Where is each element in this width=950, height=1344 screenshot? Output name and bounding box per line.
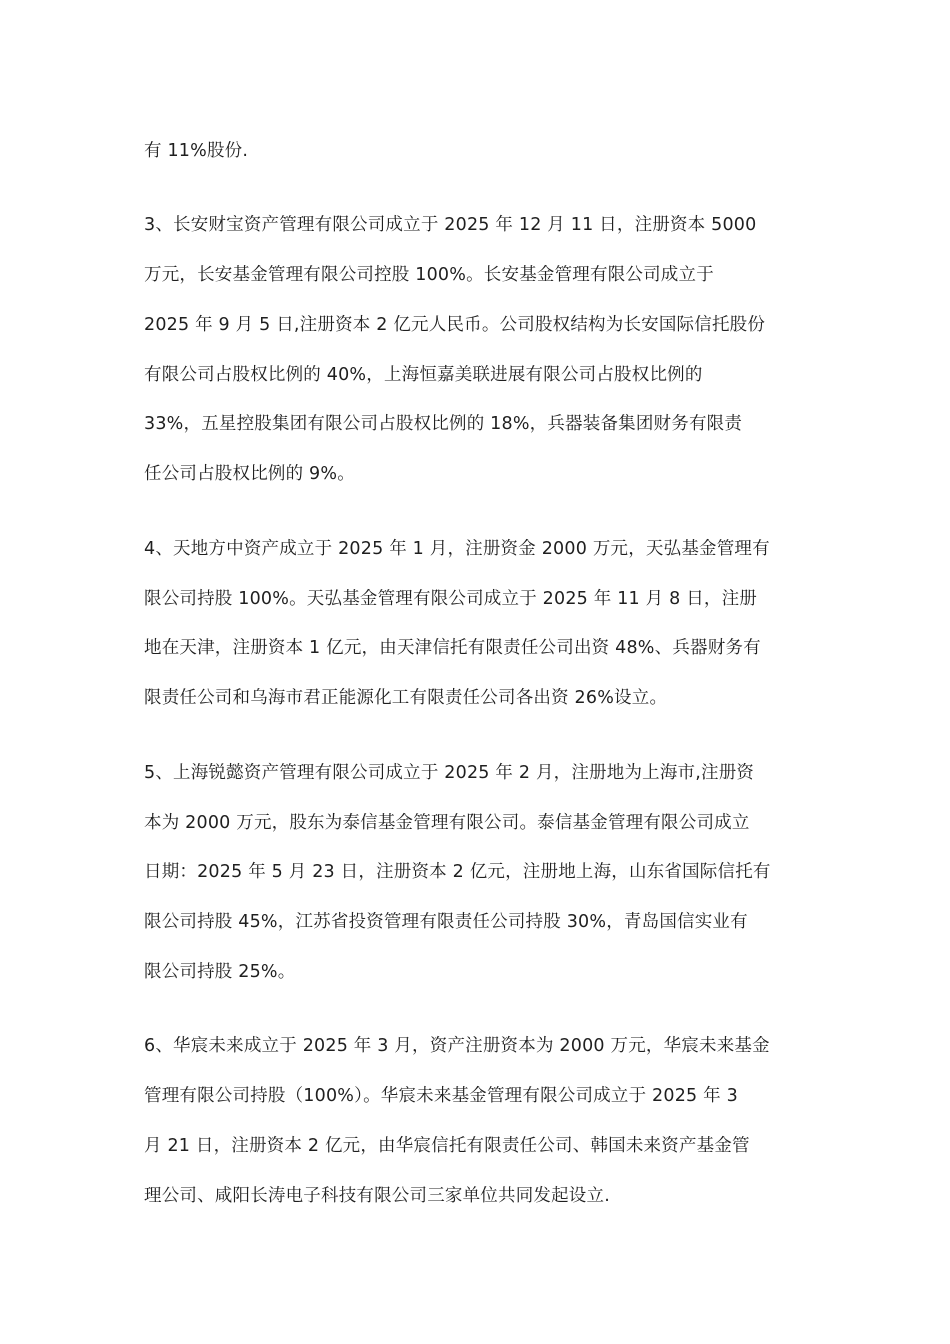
paragraph-5-line: 本为 2000 万元，股东为泰信基金管理有限公司。泰信基金管理有限公司成立 — [144, 813, 750, 833]
paragraph-6-line: 月 21 日，注册资本 2 亿元，由华宸信托有限责任公司、韩国未来资产基金管 — [144, 1136, 750, 1156]
paragraph-3-line: 万元，长安基金管理有限公司控股 100%。长安基金管理有限公司成立于 — [144, 265, 714, 285]
paragraph-3-line: 任公司占股权比例的 9%。 — [144, 464, 355, 484]
paragraph-5-line: 限公司持股 45%，江苏省投资管理有限责任公司持股 30%，青岛国信实业有 — [144, 912, 748, 932]
paragraph-5-line: 5、上海锐懿资产管理有限公司成立于 2025 年 2 月，注册地为上海市,注册资 — [144, 763, 755, 783]
intro-line: 有 11%股份. — [144, 141, 249, 161]
paragraph-6-line: 理公司、咸阳长涛电子科技有限公司三家单位共同发起设立. — [144, 1186, 610, 1206]
paragraph-4-line: 限公司持股 100%。天弘基金管理有限公司成立于 2025 年 11 月 8 日，注册 — [144, 589, 758, 609]
paragraph-3-line: 2025 年 9 月 5 日,注册资本 2 亿元人民币。公司股权结构为长安国际信托股份 — [144, 315, 766, 335]
paragraph-3-line: 33%，五星控股集团有限公司占股权比例的 18%，兵器装备集团财务有限责 — [144, 414, 743, 434]
paragraph-4-line: 4、天地方中资产成立于 2025 年 1 月，注册资金 2000 万元，天弘基金管理有 — [144, 539, 770, 559]
paragraph-3-line: 3、长安财宝资产管理有限公司成立于 2025 年 12 月 11 日，注册资本 5000 — [144, 215, 757, 235]
paragraph-3-line: 有限公司占股权比例的 40%，上海恒嘉美联进展有限公司占股权比例的 — [144, 365, 703, 385]
paragraph-6-line: 6、华宸未来成立于 2025 年 3 月，资产注册资本为 2000 万元，华宸未来基金 — [144, 1036, 770, 1056]
paragraph-4-line: 限责任公司和乌海市君正能源化工有限责任公司各出资 26%设立。 — [144, 688, 668, 708]
paragraph-6-line: 管理有限公司持股（100%）。华宸未来基金管理有限公司成立于 2025 年 3 — [144, 1086, 738, 1106]
paragraph-5-line: 限公司持股 25%。 — [144, 962, 296, 982]
paragraph-4-line: 地在天津，注册资本 1 亿元，由天津信托有限责任公司出资 48%、兵器财务有 — [144, 638, 761, 658]
paragraph-5-line: 日期：2025 年 5 月 23 日，注册资本 2 亿元，注册地上海，山东省国际信托有 — [144, 862, 771, 882]
